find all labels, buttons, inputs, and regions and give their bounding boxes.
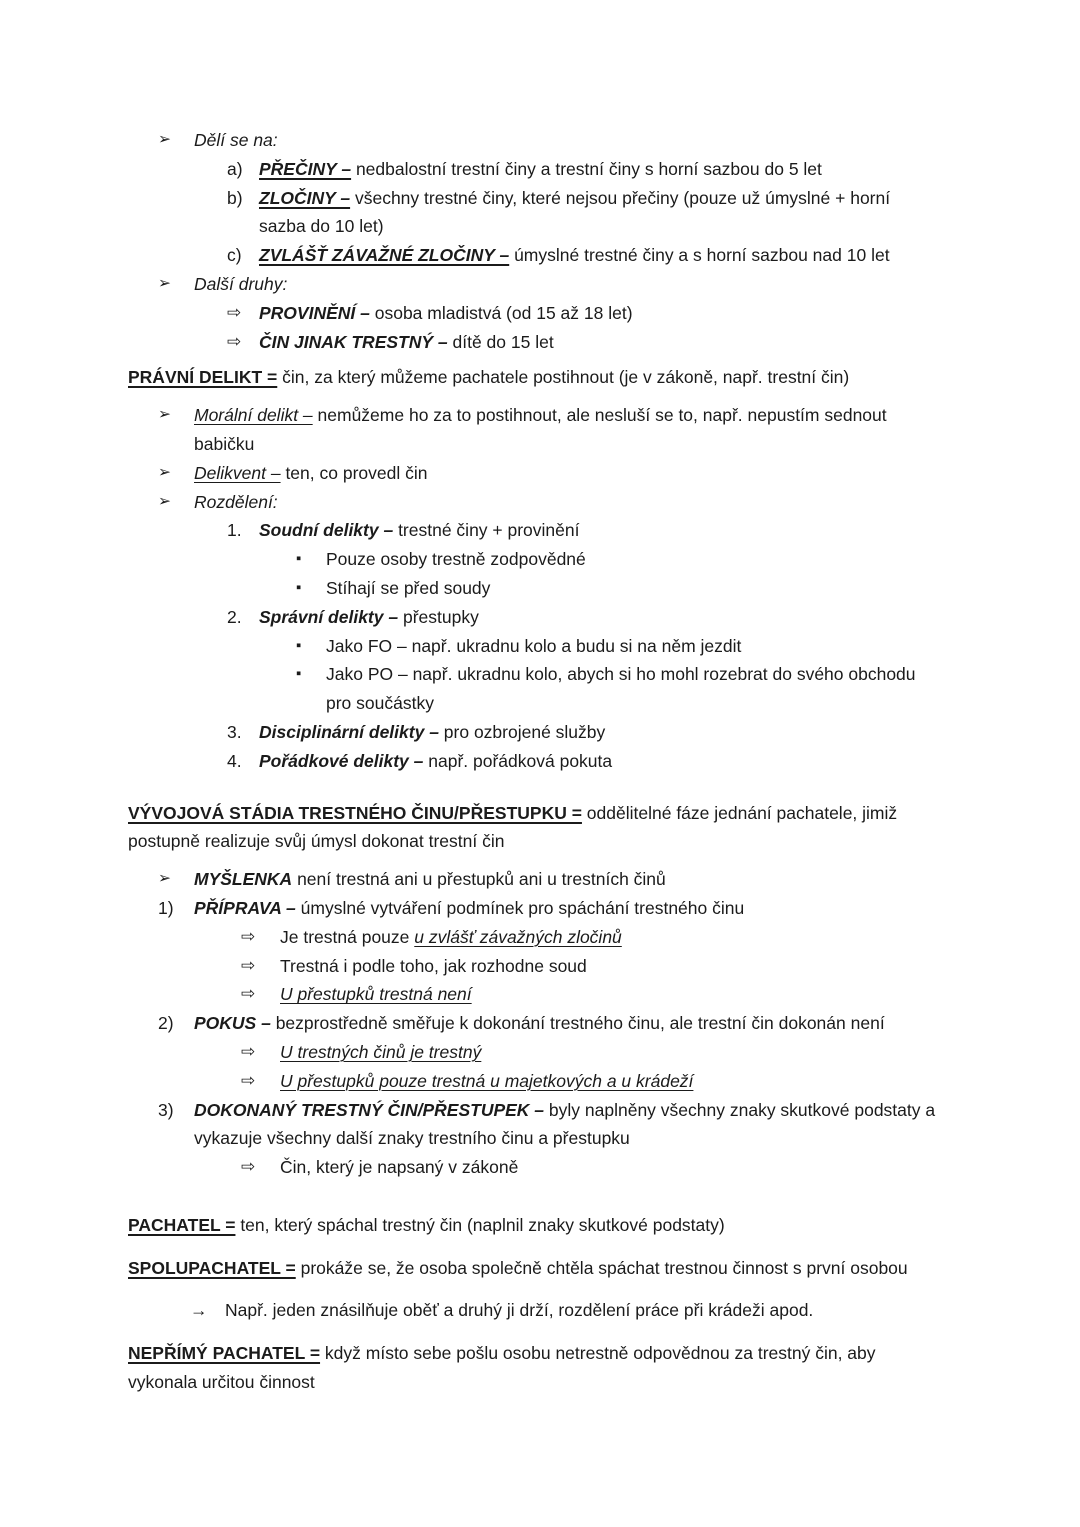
text-run: úmyslné trestné činy a s horní sazbou nad 10 let: [509, 245, 890, 266]
heading-neprimy-pachatel: [128, 1339, 1040, 1368]
text-run: vykazuje všechny další znaky trestního činu a přestupku: [194, 1128, 630, 1149]
heading-pravni-delikt: [128, 363, 1040, 392]
text-run: NEPŘÍMÝ PACHATEL =: [128, 1343, 321, 1364]
text-run: ten, co provedl čin: [280, 462, 428, 483]
item-zlociny-cont: [128, 212, 1040, 241]
list-marker-2-paren: 2): [158, 1013, 174, 1034]
text-run: ČIN JINAK TRESTNÝ –: [259, 331, 448, 352]
arrowhead-bullet-icon: ➢: [158, 492, 171, 510]
text-run: není trestná ani u přestupků ani u trestních činů: [292, 869, 666, 890]
text-run: bezprostředně směřuje k dokonání trestného činu, ale trestní čin dokonán není: [270, 1013, 885, 1034]
text-run: vykonala určitou činnost: [128, 1372, 315, 1393]
text-run: nedbalostní trestní činy a trestní činy s horní sazbou do 5 let: [351, 158, 822, 179]
text-run: ten, který spáchal trestný čin (naplnil znaky skutkové podstaty): [235, 1214, 725, 1235]
text-run: Pouze osoby trestně zodpovědné: [326, 549, 586, 570]
text-run: MYŠLENKA: [194, 869, 293, 890]
text-run: např. pořádková pokuta: [423, 750, 613, 771]
list-marker-a: a): [227, 158, 243, 179]
list-marker-4: 4.: [227, 750, 242, 771]
item-soudni-delikty: [128, 516, 1040, 545]
text-run: SPOLUPACHATEL =: [128, 1257, 296, 1278]
block-arrow-bullet-icon: ⇨: [241, 1157, 256, 1177]
text-run: dítě do 15 let: [447, 331, 554, 352]
item-spravni-delikty: [128, 603, 1040, 632]
item-priprava-prestupky: [128, 980, 1040, 1009]
bullet-dalsi-druhy: [128, 270, 1040, 299]
text-run: Je trestná pouze: [280, 926, 415, 947]
text-run: Pořádkové delikty –: [259, 750, 424, 771]
item-poradkove-delikty: [128, 747, 1040, 776]
item-pouze-osoby: [128, 545, 1040, 574]
text-run: PACHATEL =: [128, 1214, 236, 1235]
text-run: U přestupků pouze trestná u majetkových a u krádeží: [280, 1070, 694, 1091]
heading-vyvojova-stadia-cont: [128, 827, 1040, 856]
text-run: prokáže se, že osoba společně chtěla spáchat trestnou činnost s první osobou: [295, 1257, 908, 1278]
text-run: byly naplněny všechny znaky skutkové podstaty a: [544, 1099, 936, 1120]
arrowhead-bullet-icon: ➢: [158, 131, 171, 148]
item-cin-v-zakone: [128, 1153, 1040, 1182]
text-run: U přestupků trestná není: [280, 984, 472, 1005]
text-run: když místo sebe pošlu osobu netrestně odpovědnou za trestný čin, aby: [320, 1343, 876, 1364]
bullet-deli-se-na: [128, 126, 1040, 155]
arrow-bullet-icon: →: [190, 1300, 208, 1321]
text-run: U trestných činů je trestný: [280, 1041, 482, 1062]
block-arrow-bullet-icon: ⇨: [241, 1070, 256, 1090]
item-disciplinarni-delikty: [128, 718, 1040, 747]
item-zvlast-zavazne-zlociny: [128, 241, 1040, 270]
item-dokonany: [128, 1096, 1040, 1125]
block-arrow-bullet-icon: ⇨: [241, 955, 256, 975]
item-napr-znasilnuje: [128, 1296, 1040, 1325]
text-run: PROVINĚNÍ –: [259, 302, 370, 323]
text-run: sazba do 10 let): [259, 216, 384, 237]
item-pokus: [128, 1009, 1040, 1038]
block-arrow-bullet-icon: ⇨: [227, 302, 242, 322]
item-cin-jinak-trestny: [128, 328, 1040, 357]
text-run: VÝVOJOVÁ STÁDIA TRESTNÉHO ČINU/PŘESTUPKU =: [128, 802, 582, 823]
text-run: postupně realizuje svůj úmysl dokonat trestní čin: [128, 831, 505, 852]
item-jako-fo: [128, 632, 1040, 661]
item-priprava-trestna-pouze: [128, 923, 1040, 952]
list-marker-1: 1.: [227, 520, 242, 541]
heading-spolupachatel: [128, 1254, 1040, 1283]
block-arrow-bullet-icon: ⇨: [241, 926, 256, 946]
block-arrow-bullet-icon: ⇨: [241, 1041, 256, 1061]
square-bullet-icon: ▪: [296, 578, 302, 596]
item-moralni-delikt: [128, 401, 1040, 430]
text-run: DOKONANÝ TRESTNÝ ČIN/PŘESTUPEK –: [194, 1099, 545, 1120]
item-provineni: [128, 299, 1040, 328]
text-run: všechny trestné činy, které nejsou přečiny (pouze už úmyslné + horní: [350, 187, 891, 208]
arrowhead-bullet-icon: ➢: [158, 870, 171, 888]
text-run: přestupky: [398, 606, 479, 627]
text-run: Čin, který je napsaný v zákoně: [280, 1157, 519, 1178]
text-run: ZVLÁŠŤ ZÁVAŽNÉ ZLOČINY –: [259, 245, 510, 266]
text-run: Stíhají se před soudy: [326, 577, 491, 598]
heading-vyvojova-stadia: [128, 799, 1040, 828]
text-run: u zvlášť závažných zločinů: [414, 926, 622, 947]
item-priprava-trestna-soud: [128, 952, 1040, 981]
item-moralni-delikt-cont: [128, 430, 1040, 459]
list-marker-2: 2.: [227, 606, 242, 627]
text-run: úmyslné vytváření podmínek pro spáchání trestného činu: [295, 897, 745, 918]
text-run: Správní delikty –: [259, 606, 399, 627]
arrowhead-bullet-icon: ➢: [158, 463, 171, 481]
text-run: PRÁVNÍ DELIKT =: [128, 367, 278, 388]
square-bullet-icon: ▪: [296, 550, 302, 568]
text-run: osoba mladistvá (od 15 až 18 let): [369, 302, 633, 323]
text-run: pro součástky: [326, 693, 434, 714]
item-delikvent: [128, 459, 1040, 488]
list-marker-c: c): [227, 245, 242, 266]
heading-neprimy-pachatel-cont: [128, 1368, 1040, 1397]
text-run: Jako FO – např. ukradnu kolo a budu si na něm jezdit: [326, 635, 742, 656]
text-run: PŘÍPRAVA –: [194, 897, 296, 918]
text-run: nemůžeme ho za to postihnout, ale nesluší se to, např. nepustím sednout: [312, 405, 887, 426]
list-marker-b: b): [227, 187, 243, 208]
list-marker-3: 3.: [227, 721, 242, 742]
item-pokus-prestupky: [128, 1067, 1040, 1096]
text-run: Disciplinární delikty –: [259, 721, 439, 742]
text-run: pro ozbrojené služby: [438, 721, 606, 742]
text-run: Trestná i podle toho, jak rozhodne soud: [280, 955, 587, 976]
item-stihaji-se: [128, 574, 1040, 603]
bullet-rozdeleni: [128, 488, 1040, 517]
square-bullet-icon: ▪: [296, 636, 302, 654]
list-marker-3-paren: 3): [158, 1099, 174, 1120]
arrowhead-bullet-icon: ➢: [158, 406, 171, 424]
item-dokonany-cont: [128, 1124, 1040, 1153]
item-preciny: [128, 155, 1040, 184]
text-run: Rozdělení:: [194, 491, 278, 512]
text-run: babičku: [194, 433, 255, 454]
text-run: POKUS –: [194, 1013, 271, 1034]
text-run: čin, za který můžeme pachatele postihnout (je v zákoně, např. trestní čin): [277, 367, 850, 388]
item-jako-po-cont: [128, 689, 1040, 718]
item-zlociny: [128, 184, 1040, 213]
text-run: Dělí se na:: [194, 130, 278, 150]
item-pokus-trestny: [128, 1038, 1040, 1067]
heading-pachatel: [128, 1211, 1040, 1240]
text-run: Další druhy:: [194, 273, 288, 294]
square-bullet-icon: ▪: [296, 665, 302, 683]
block-arrow-bullet-icon: ⇨: [241, 984, 256, 1004]
text-run: ZLOČINY –: [259, 187, 351, 208]
text-run: Např. jeden znásilňuje oběť a druhý ji drží, rozdělení práce při krádeži apod.: [225, 1300, 814, 1321]
text-run: Delikvent –: [194, 462, 281, 483]
text-run: PŘEČINY –: [259, 158, 352, 179]
text-run: Soudní delikty –: [259, 520, 394, 541]
item-priprava: [128, 894, 1040, 923]
text-run: Morální delikt –: [194, 405, 313, 426]
block-arrow-bullet-icon: ⇨: [227, 331, 242, 351]
text-run: trestné činy + provinění: [393, 520, 580, 541]
list-marker-1-paren: 1): [158, 897, 174, 918]
item-jako-po: [128, 660, 1040, 689]
item-myslenka: [128, 865, 1040, 894]
arrowhead-bullet-icon: ➢: [158, 274, 171, 292]
text-run: Jako PO – např. ukradnu kolo, abych si ho mohl rozebrat do svého obchodu: [326, 664, 916, 685]
text-run: oddělitelné fáze jednání pachatele, jimiž: [581, 802, 898, 823]
